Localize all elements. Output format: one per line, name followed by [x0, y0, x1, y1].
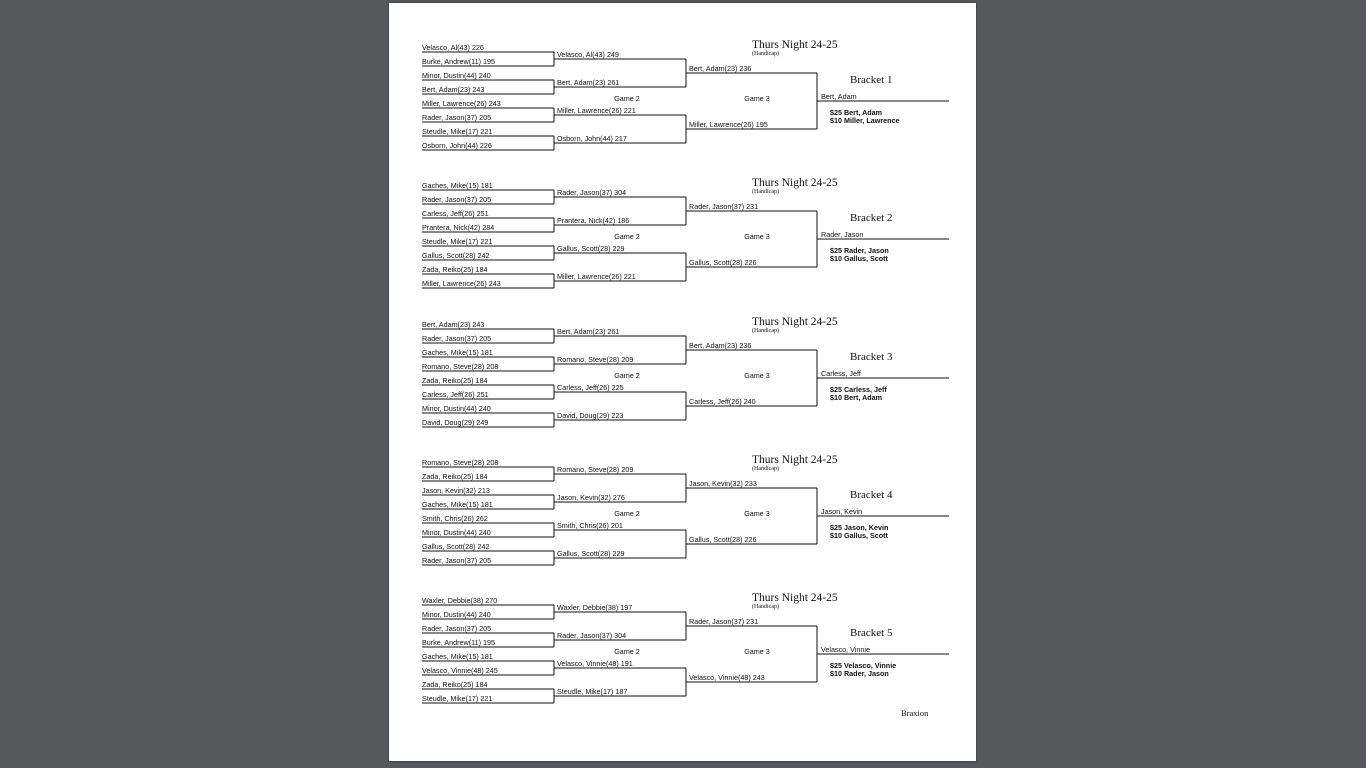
round1-entry: Prantera, Nick(42) 284 — [422, 223, 495, 232]
bracket-subtitle: (Handicap) — [752, 328, 779, 334]
bracket-title: Thurs Night 24-25 — [752, 454, 838, 466]
round2-entry: Bert, Adam(23) 261 — [557, 78, 620, 87]
round1-entry: Minor, Dustin(44) 240 — [422, 404, 491, 413]
round1-entry: Zada, Reiko(25) 184 — [422, 265, 488, 274]
round1-entry: Steudle, Mike(17) 221 — [422, 237, 493, 246]
round3-entry: Gallus, Scott(28) 226 — [689, 258, 757, 267]
round3-entry: Rader, Jason(37) 231 — [689, 202, 759, 211]
game2-label: Game 2 — [614, 371, 640, 380]
bracket-title: Thurs Night 24-25 — [752, 39, 838, 51]
round1-entry: Rader, Jason(37) 205 — [422, 624, 492, 633]
round1-entry: Rader, Jason(37) 205 — [422, 113, 492, 122]
round1-entry: Waxler, Debbie(38) 270 — [422, 596, 498, 605]
prize-second: $10 Gallus, Scott — [830, 531, 888, 540]
bracket-subtitle: (Handicap) — [752, 51, 779, 57]
bracket-label: Bracket 3 — [850, 351, 893, 363]
round1-entry: Gaches, Mike(15) 181 — [422, 652, 493, 661]
bracket-3 — [389, 316, 976, 460]
game3-label: Game 3 — [744, 94, 770, 103]
bracket-title: Thurs Night 24-25 — [752, 592, 838, 604]
round1-entry: Romano, Steve(28) 208 — [422, 362, 499, 371]
round1-entry: Zada, Reiko(25) 184 — [422, 680, 488, 689]
round1-entry: Osborn, John(44) 226 — [422, 141, 492, 150]
bracket-title: Thurs Night 24-25 — [752, 316, 838, 328]
round1-entry: Burke, Andrew(11) 195 — [422, 638, 495, 647]
bracket-title: Thurs Night 24-25 — [752, 177, 838, 189]
prize-first: $25 Rader, Jason — [830, 246, 889, 255]
document-page — [389, 3, 976, 761]
round2-entry: Velasco, Al(43) 249 — [557, 50, 619, 59]
round2-entry: Carless, Jeff(26) 225 — [557, 383, 624, 392]
champion-name: Carless, Jeff — [821, 369, 861, 378]
round1-entry: Carless, Jeff(26) 251 — [422, 390, 489, 399]
round1-entry: Minor, Dustin(44) 240 — [422, 528, 491, 537]
round2-entry: Rader, Jason(37) 304 — [557, 631, 627, 640]
champion-name: Bert, Adam — [821, 92, 857, 101]
round1-entry: Miller, Lawrence(26) 243 — [422, 279, 501, 288]
game3-label: Game 3 — [744, 371, 770, 380]
round2-entry: Miller, Lawrence(26) 221 — [557, 272, 636, 281]
round1-entry: Steudle, Mike(17) 221 — [422, 127, 493, 136]
prize-second: $10 Miller, Lawrence — [830, 116, 900, 125]
round1-entry: Romano, Steve(28) 208 — [422, 458, 499, 467]
bracket-subtitle: (Handicap) — [752, 466, 779, 472]
bracket-4 — [389, 454, 976, 598]
round3-entry: Gallus, Scott(28) 226 — [689, 535, 757, 544]
game2-label: Game 2 — [614, 509, 640, 518]
game2-label: Game 2 — [614, 647, 640, 656]
prize-first: $25 Velasco, Vinnie — [830, 661, 897, 670]
round3-entry: Jason, Kevin(32) 233 — [689, 479, 757, 488]
bracket-label: Bracket 2 — [850, 212, 893, 224]
prize-first: $25 Jason, Kevin — [830, 523, 889, 532]
round1-entry: Miller, Lawrence(26) 243 — [422, 99, 501, 108]
round1-entry: Burke, Andrew(11) 195 — [422, 57, 495, 66]
round3-entry: Velasco, Vinnie(48) 243 — [689, 673, 765, 682]
prize-first: $25 Bert, Adam — [830, 108, 883, 117]
round1-entry: Rader, Jason(37) 205 — [422, 195, 492, 204]
prize-second: $10 Bert, Adam — [830, 393, 883, 402]
bracket-2 — [389, 177, 976, 321]
game2-label: Game 2 — [614, 94, 640, 103]
round2-entry: Velasco, Vinnie(48) 191 — [557, 659, 633, 668]
round1-entry: Smith, Chris(26) 262 — [422, 514, 488, 523]
round2-entry: Miller, Lawrence(26) 221 — [557, 106, 636, 115]
round1-entry: Gaches, Mike(15) 181 — [422, 500, 493, 509]
round2-entry: Gallus, Scott(28) 229 — [557, 244, 625, 253]
round1-entry: Gallus, Scott(28) 242 — [422, 542, 490, 551]
round2-entry: Waxler, Debbie(38) 197 — [557, 603, 633, 612]
round2-entry: Smith, Chris(26) 201 — [557, 521, 623, 530]
round1-entry: Velasco, Vinnie(48) 245 — [422, 666, 498, 675]
round1-entry: Jason, Kevin(32) 213 — [422, 486, 490, 495]
bracket-subtitle: (Handicap) — [752, 604, 779, 610]
round3-entry: Rader, Jason(37) 231 — [689, 617, 759, 626]
round3-entry: Miller, Lawrence(26) 195 — [689, 120, 768, 129]
round1-entry: Bert, Adam(23) 243 — [422, 320, 485, 329]
round2-entry: David, Doug(29) 223 — [557, 411, 624, 420]
round3-entry: Carless, Jeff(26) 240 — [689, 397, 756, 406]
round1-entry: David, Doug(29) 249 — [422, 418, 489, 427]
round2-entry: Prantera, Nick(42) 186 — [557, 216, 630, 225]
round2-entry: Jason, Kevin(32) 276 — [557, 493, 625, 502]
game2-label: Game 2 — [614, 232, 640, 241]
round3-entry: Bert, Adam(23) 236 — [689, 341, 752, 350]
round2-entry: Bert, Adam(23) 261 — [557, 327, 620, 336]
bracket-1 — [389, 39, 976, 183]
round1-entry: Minor, Dustin(44) 240 — [422, 610, 491, 619]
round1-entry: Zada, Reiko(25) 184 — [422, 376, 488, 385]
bracket-label: Bracket 5 — [850, 627, 893, 639]
round1-entry: Bert, Adam(23) 243 — [422, 85, 485, 94]
round2-entry: Steudle, Mike(17) 187 — [557, 687, 628, 696]
round2-entry: Romano, Steve(28) 209 — [557, 465, 634, 474]
footer-brand: Braxion — [901, 708, 929, 718]
round2-entry: Gallus, Scott(28) 229 — [557, 549, 625, 558]
round1-entry: Zada, Reiko(25) 184 — [422, 472, 488, 481]
bracket-label: Bracket 4 — [850, 489, 893, 501]
round1-entry: Gaches, Mike(15) 181 — [422, 181, 493, 190]
prize-second: $10 Rader, Jason — [830, 669, 889, 678]
round2-entry: Osborn, John(44) 217 — [557, 134, 627, 143]
round1-entry: Gallus, Scott(28) 242 — [422, 251, 490, 260]
game3-label: Game 3 — [744, 509, 770, 518]
round1-entry: Rader, Jason(37) 205 — [422, 334, 492, 343]
round1-entry: Minor, Dustin(44) 240 — [422, 71, 491, 80]
champion-name: Jason, Kevin — [821, 507, 863, 516]
round2-entry: Romano, Steve(28) 209 — [557, 355, 634, 364]
round2-entry: Rader, Jason(37) 304 — [557, 188, 627, 197]
bracket-label: Bracket 1 — [850, 74, 893, 86]
bracket-5 — [389, 592, 976, 736]
round1-entry: Steudle, Mike(17) 221 — [422, 694, 493, 703]
bracket-subtitle: (Handicap) — [752, 189, 779, 195]
game3-label: Game 3 — [744, 647, 770, 656]
game3-label: Game 3 — [744, 232, 770, 241]
champion-name: Velasco, Vinnie — [821, 645, 871, 654]
prize-first: $25 Carless, Jeff — [830, 385, 887, 394]
round3-entry: Bert, Adam(23) 236 — [689, 64, 752, 73]
round1-entry: Gaches, Mike(15) 181 — [422, 348, 493, 357]
round1-entry: Rader, Jason(37) 205 — [422, 556, 492, 565]
prize-second: $10 Gallus, Scott — [830, 254, 888, 263]
round1-entry: Carless, Jeff(26) 251 — [422, 209, 489, 218]
round1-entry: Velasco, Al(43) 226 — [422, 43, 484, 52]
champion-name: Rader, Jason — [821, 230, 864, 239]
